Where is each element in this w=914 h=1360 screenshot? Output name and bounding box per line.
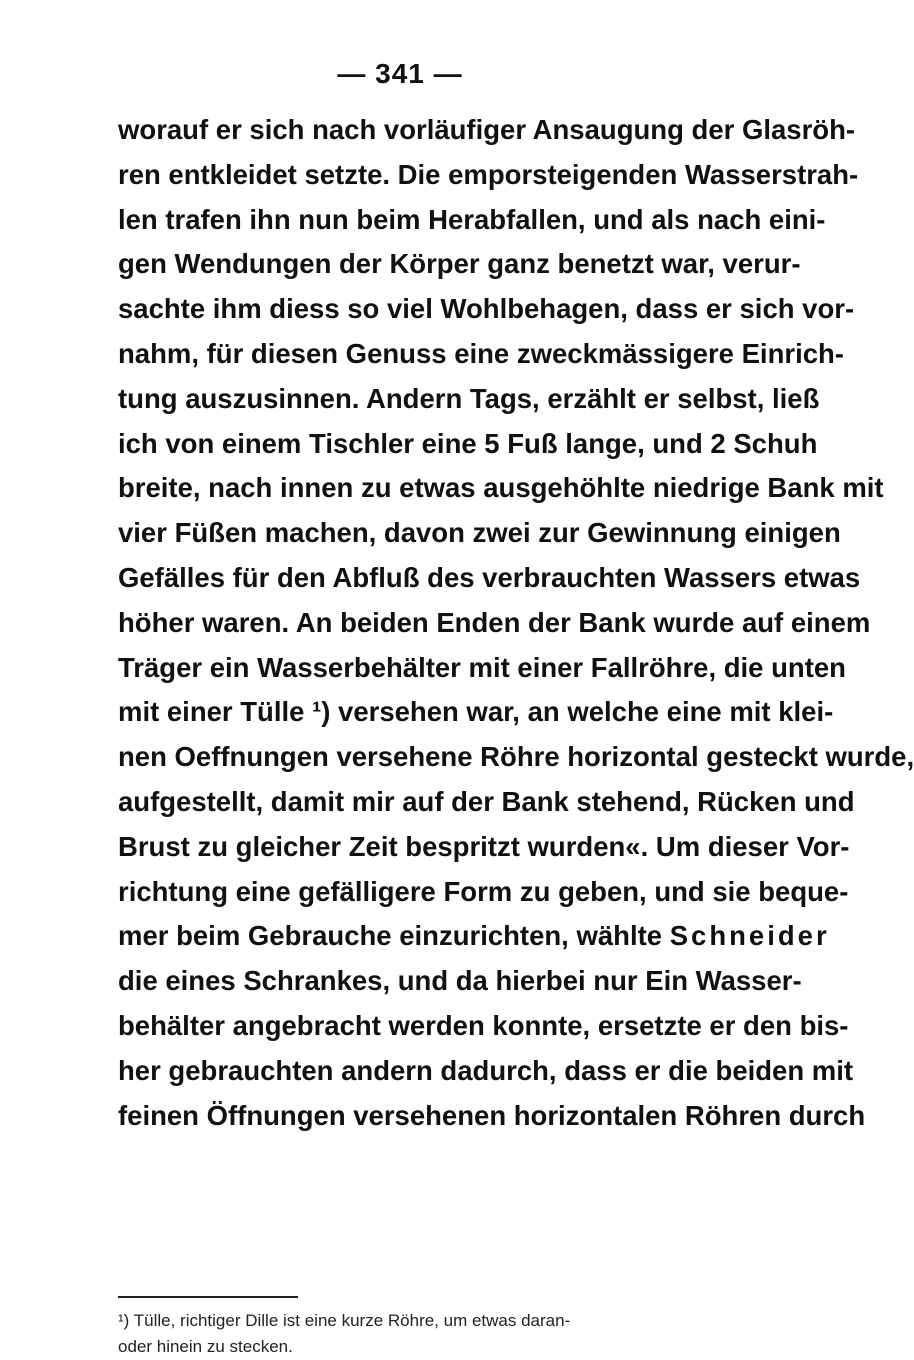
- text-line-with-name: [118, 914, 830, 959]
- text-line: feinen Öffnungen versehenen horizontalen Röhren durch: [118, 1099, 866, 1131]
- footnote-line: oder hinein zu stecken.: [118, 1337, 293, 1356]
- text-line: ich von einem Tischler eine 5 Fuß lange, und 2 Schuh: [118, 427, 818, 459]
- body-text: [118, 108, 914, 1138]
- text-line: ren entkleidet setzte. Die emporsteigenden Wasserstrah-: [118, 158, 859, 190]
- text-fragment: mer beim Gebrauche einzurichten, wählte: [118, 920, 663, 952]
- text-line: die eines Schrankes, und da hierbei nur Ein Wasser-: [118, 965, 802, 997]
- footnote: [118, 1308, 724, 1360]
- text-line: Gefälles für den Abfluß des verbrauchten Wassers etwas: [118, 561, 861, 593]
- text-line: worauf er sich nach vorläufiger Ansaugung der Glasröh-: [118, 114, 856, 145]
- footnote-divider: [118, 1296, 298, 1298]
- text-line: tung auszusinnen. Andern Tags, erzählt er selbst, ließ: [118, 382, 820, 414]
- text-line: breite, nach innen zu etwas ausgehöhlte niedrige Bank mit: [118, 472, 884, 504]
- text-line: gen Wendungen der Körper ganz benetzt war, verur-: [118, 248, 801, 280]
- text-line: aufgestellt, damit mir auf der Bank stehend, Rücken und: [118, 785, 855, 817]
- text-line: vier Füßen machen, davon zwei zur Gewinnung einigen: [118, 517, 841, 549]
- text-line: richtung eine gefälligere Form zu geben, und sie beque-: [118, 875, 849, 907]
- text-line: nahm, für diesen Genuss eine zweckmässigere Einrich-: [118, 337, 844, 369]
- footnote-line: ¹) Tülle, richtiger Dille ist eine kurze Röhre, um etwas daran-: [118, 1311, 571, 1330]
- text-line: len trafen ihn nun beim Herabfallen, und als nach eini-: [118, 203, 826, 235]
- text-line: Träger ein Wasserbehälter mit einer Fallröhre, die unten: [118, 651, 846, 683]
- text-line: mit einer Tülle ¹) versehen war, an welche eine mit klei-: [118, 696, 834, 728]
- text-line: nen Oeffnungen versehene Röhre horizontal gesteckt wurde,: [118, 741, 914, 773]
- page-number: — 341 —: [337, 58, 463, 89]
- text-line: höher waren. An beiden Enden der Bank wurde auf einem: [118, 606, 871, 638]
- text-line: her gebrauchten andern dadurch, dass er die beiden mit: [118, 1054, 854, 1086]
- text-line: sachte ihm diess so viel Wohlbehagen, dass er sich vor-: [118, 293, 855, 325]
- spaced-name: Schneider: [669, 920, 830, 952]
- text-line: Brust zu gleicher Zeit bespritzt wurden«. Um dieser Vor-: [118, 830, 850, 862]
- text-line: behälter angebracht werden konnte, ersetzte er den bis-: [118, 1009, 849, 1041]
